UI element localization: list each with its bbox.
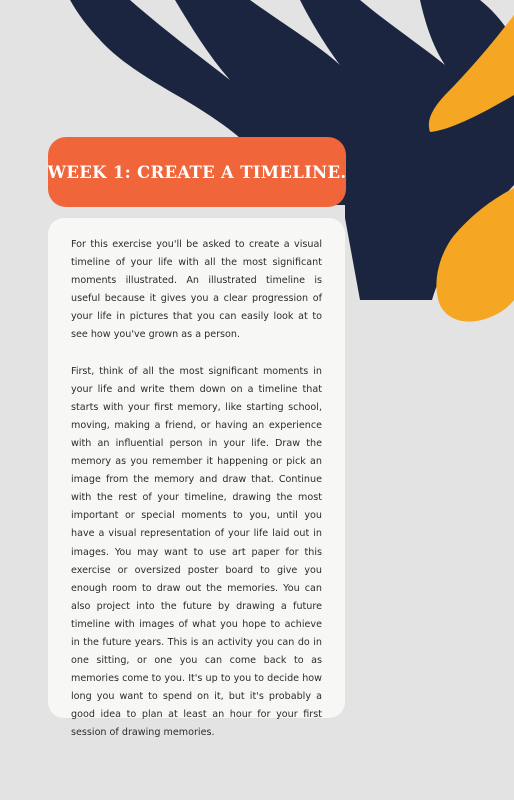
content-card: [48, 218, 345, 739]
title-banner: [48, 137, 346, 207]
instructions-paragraph: First, think of all the most significant moments in your life and write them down on a timeline that starts with your first memory, like starting school, moving, making a friend, or having an experience with an influential person in your life. Draw the memory as you remember it happening or pick an image from the memory and draw that. Continue with the rest of your timeline, drawing the most important or special moments to you, until you have a visual representation of your life laid out in images. You may want to use art paper for this exercise or oversized poster board to give you enough room to draw out the memories. You can also project into the future by drawing a future timeline with images of what you hope to achieve in the future years. This is an activity you can do in one sitting, or one you can come back to as memories come to you. It's up to you to decide how long you want to spend on it, but it's probably a good idea to plan at least an hour for your first session of drawing memories.: [71, 365, 322, 739]
intro-paragraph: For this exercise you'll be asked to create a visual timeline of your life with all the most significant moments illustrated. An illustrated timeline is useful because it gives you a clear progression of your life in pictures that you can easily look at to see how you've grown as a person.: [71, 239, 322, 341]
page-title: WEEK 1: CREATE A TIMELINE.: [47, 162, 347, 182]
